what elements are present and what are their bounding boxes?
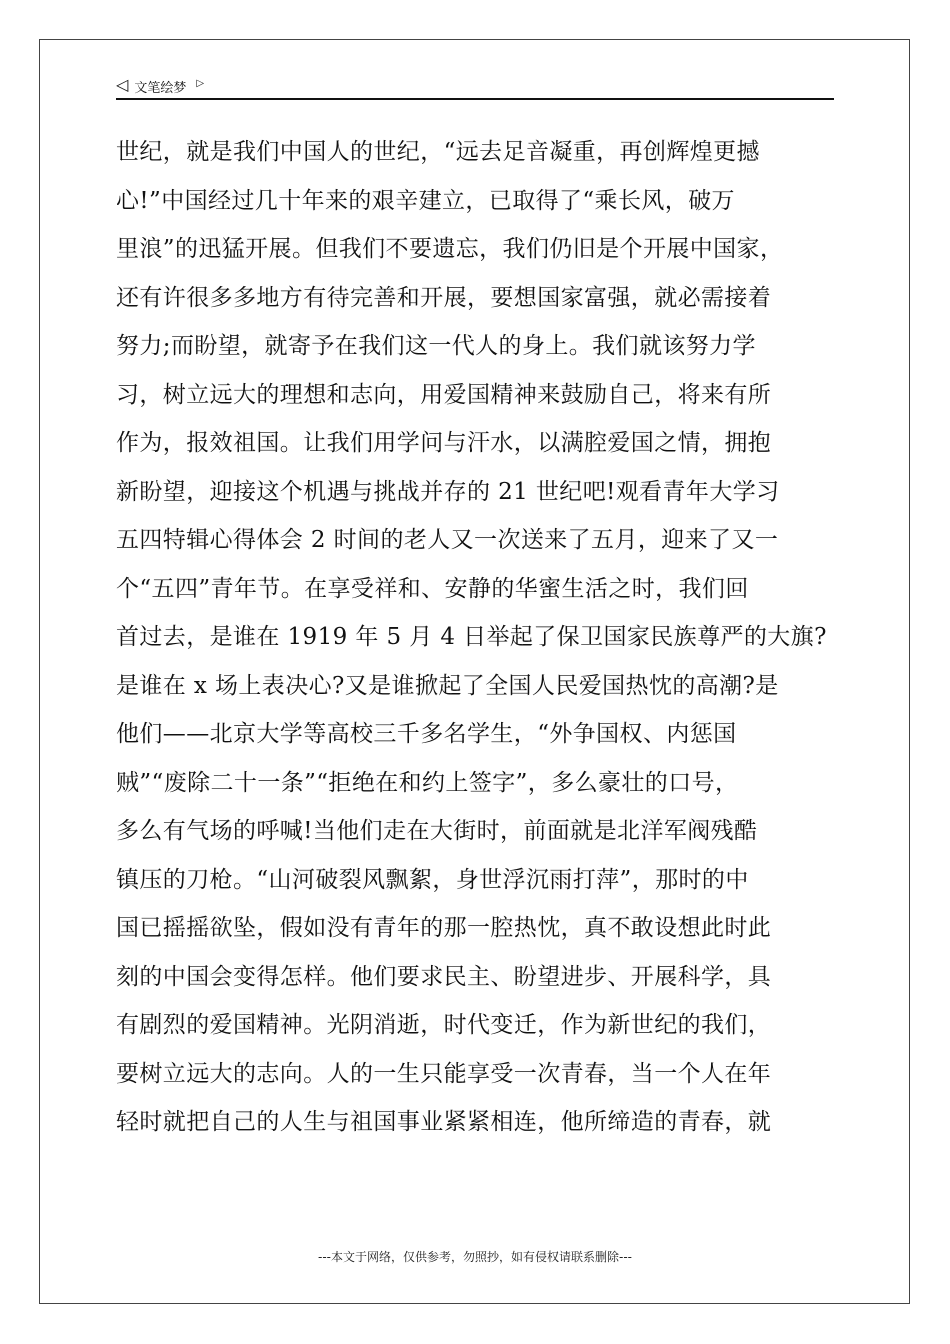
page-header <box>116 74 834 100</box>
text-line: 努力;而盼望，就寄予在我们这一代人的身上。我们就该努力学 <box>116 333 756 359</box>
text-line: 里浪”的迅猛开展。但我们不要遗忘，我们仍旧是个开展中国家， <box>116 236 784 262</box>
text-line: 轻时就把自己的人生与祖国事业紧紧相连，他所缔造的青春，就 <box>116 1109 772 1135</box>
triangle-left-icon: ◁ <box>116 75 129 94</box>
text-line: 个“五四”青年节。在享受祥和、安静的华蜜生活之时，我们回 <box>116 575 749 602</box>
text-line: 要树立远大的志向。人的一生只能享受一次青春，当一个人在年 <box>116 1060 772 1087</box>
text-line: 作为，报效祖国。让我们用学问与汗水，以满腔爱国之情，拥抱 <box>116 430 772 456</box>
text-line: 刻的中国会变得怎样。他们要求民主、盼望进步、开展科学，具 <box>116 963 772 990</box>
text-line: 首过去，是谁在 1919 年 5 月 4 日举起了保卫国家民族尊严的大旗? <box>116 624 827 650</box>
header-title: 文笔绘梦 <box>134 80 187 96</box>
body-text <box>116 128 846 1147</box>
text-line: 国已摇摇欲坠，假如没有青年的那一腔热忱，真不敢设想此时此 <box>116 915 772 941</box>
text-line: 还有许很多多地方有待完善和开展，要想国家富强，就必需接着 <box>116 284 772 311</box>
text-line: 新盼望，迎接这个机遇与挑战并存的 21 世纪吧!观看青年大学习 <box>116 478 780 505</box>
text-line: 是谁在 x 场上表决心?又是谁掀起了全国人民爱国热忱的高潮?是 <box>116 672 779 699</box>
text-line: 世纪，就是我们中国人的世纪，“远去足音凝重，再创辉煌更撼 <box>116 139 760 165</box>
page-footer: ---本文于网络，仅供参考，勿照抄，如有侵权请联系删除--- <box>318 1250 632 1264</box>
triangle-right-icon: ▷ <box>196 78 205 89</box>
text-line: 心!”中国经过几十年来的艰辛建立，已取得了“乘长风，破万 <box>116 187 735 214</box>
text-line: 多么有气场的呼喊!当他们走在大街时，前面就是北洋军阀残酷 <box>116 818 758 844</box>
text-line: 五四特辑心得体会 2 时间的老人又一次送来了五月，迎来了又一 <box>116 527 779 553</box>
text-line: 有剧烈的爱国精神。光阴消逝，时代变迁，作为新世纪的我们， <box>116 1012 772 1038</box>
text-line: 他们——北京大学等高校三千多名学生，“外争国权、内惩国 <box>116 721 737 747</box>
text-line: 贼”“废除二十一条”“拒绝在和约上签字”，多么豪壮的口号， <box>116 769 739 796</box>
text-line: 习，树立远大的理想和志向，用爱国精神来鼓励自己，将来有所 <box>116 381 772 408</box>
text-line: 镇压的刀枪。“山河破裂风飘絮，身世浮沉雨打萍”，那时的中 <box>116 866 749 893</box>
